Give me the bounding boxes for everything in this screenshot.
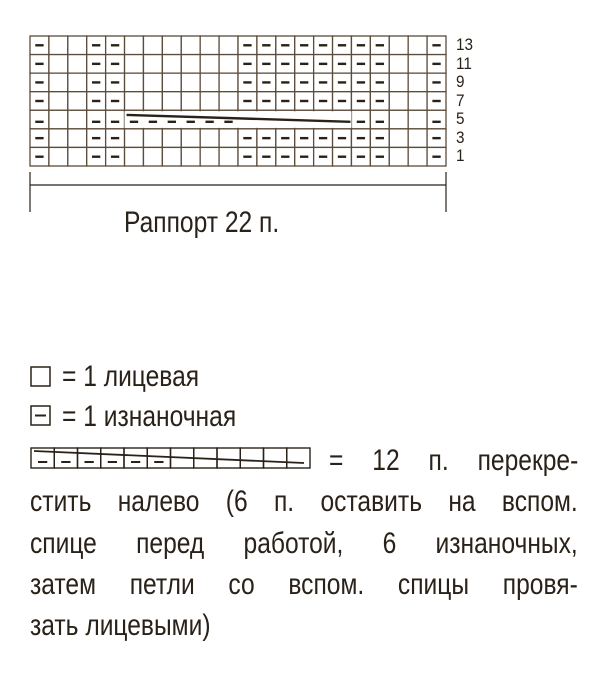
chart-cell <box>427 110 446 129</box>
row-number: 11 <box>456 53 472 73</box>
cable-symbol-cell <box>217 448 240 468</box>
chart-cell <box>200 147 219 166</box>
cable-symbol-cell <box>78 448 101 468</box>
cable-symbol-cell <box>147 448 170 468</box>
chart-cell <box>181 129 200 148</box>
chart-cell <box>200 55 219 74</box>
chart-cell <box>370 110 389 129</box>
chart-cell <box>143 92 162 111</box>
cable-symbol-cell <box>287 448 310 468</box>
chart-cell <box>389 36 408 55</box>
cable-cell-bg <box>125 111 352 128</box>
chart-cell <box>181 147 200 166</box>
chart-cell <box>219 55 238 74</box>
chart-cell <box>351 110 370 129</box>
chart-cell <box>389 92 408 111</box>
legend-knit-label: = 1 лицевая <box>62 360 200 393</box>
chart-cell <box>181 55 200 74</box>
knit-symbol-icon <box>31 367 50 386</box>
chart-cell <box>49 110 68 129</box>
chart-cell <box>181 36 200 55</box>
chart-cell <box>162 129 181 148</box>
chart-cell <box>68 55 87 74</box>
chart-cell <box>408 147 427 166</box>
chart-cell <box>68 147 87 166</box>
legend-cable-line-1: = 12 п. перекре- <box>329 444 579 477</box>
chart-cell <box>181 73 200 92</box>
chart-cell <box>49 73 68 92</box>
legend-cable-line-4: затем петли со вспом. спицы провя- <box>30 568 578 601</box>
chart-cell <box>162 55 181 74</box>
chart-cell <box>162 36 181 55</box>
legend-purl-label: = 1 изнаночная <box>62 400 237 433</box>
cable-symbol-cell <box>124 448 147 468</box>
chart-cell <box>49 55 68 74</box>
chart-cell <box>408 55 427 74</box>
chart-cell <box>68 110 87 129</box>
chart-cell <box>162 92 181 111</box>
cable-symbol-cell <box>264 448 287 468</box>
row-number: 9 <box>456 72 465 92</box>
legend-cable-line-5: зать лицевыми) <box>30 609 211 642</box>
cable-symbol-cell <box>240 448 263 468</box>
chart-cell <box>68 73 87 92</box>
chart-cell <box>219 73 238 92</box>
chart-cell <box>143 55 162 74</box>
repeat-label: Раппорт 22 п. <box>124 206 280 239</box>
chart-cell <box>49 129 68 148</box>
chart-cell <box>68 36 87 55</box>
chart-cell <box>143 73 162 92</box>
chart-cell <box>408 36 427 55</box>
chart-cell <box>389 129 408 148</box>
chart-cell <box>389 110 408 129</box>
chart-cell <box>49 92 68 111</box>
chart-cell <box>219 129 238 148</box>
legend-cable-line-3: спице перед работой, 6 изнаночных, <box>30 527 578 560</box>
chart-cell <box>87 110 106 129</box>
chart-cell <box>408 73 427 92</box>
row-number: 13 <box>456 35 474 54</box>
chart-cell <box>162 147 181 166</box>
chart-cell <box>200 73 219 92</box>
chart-cell <box>408 92 427 111</box>
chart-cell <box>143 36 162 55</box>
chart-cell <box>219 36 238 55</box>
chart-cell <box>143 129 162 148</box>
cable-symbol-cell <box>54 448 77 468</box>
chart-cell <box>408 110 427 129</box>
cable-symbol-cell <box>101 448 124 468</box>
chart-cell <box>143 147 162 166</box>
chart-cell <box>125 147 144 166</box>
chart-cell <box>389 147 408 166</box>
chart-cell <box>125 73 144 92</box>
chart-cell <box>106 110 125 129</box>
chart-cell <box>389 73 408 92</box>
chart-cell <box>162 73 181 92</box>
chart-cell <box>49 36 68 55</box>
chart-cell <box>125 129 144 148</box>
chart-cell <box>200 129 219 148</box>
chart-cell <box>125 36 144 55</box>
row-number: 3 <box>456 127 465 147</box>
chart-cell <box>200 92 219 111</box>
chart-cell <box>30 110 49 129</box>
chart-cell <box>68 129 87 148</box>
chart-cell <box>200 36 219 55</box>
chart-cell <box>181 92 200 111</box>
chart-cell <box>125 55 144 74</box>
row-number: 5 <box>456 109 465 129</box>
chart-cell <box>408 129 427 148</box>
chart-cell <box>219 147 238 166</box>
chart-cell <box>68 92 87 111</box>
row-number: 1 <box>456 146 465 166</box>
chart-cell <box>49 147 68 166</box>
row-number: 7 <box>456 90 465 110</box>
chart-cell <box>389 55 408 74</box>
legend-cable-line-2: стить налево (6 п. оставить на вспом. <box>30 485 578 518</box>
chart-cell <box>125 92 144 111</box>
chart-cell <box>219 92 238 111</box>
